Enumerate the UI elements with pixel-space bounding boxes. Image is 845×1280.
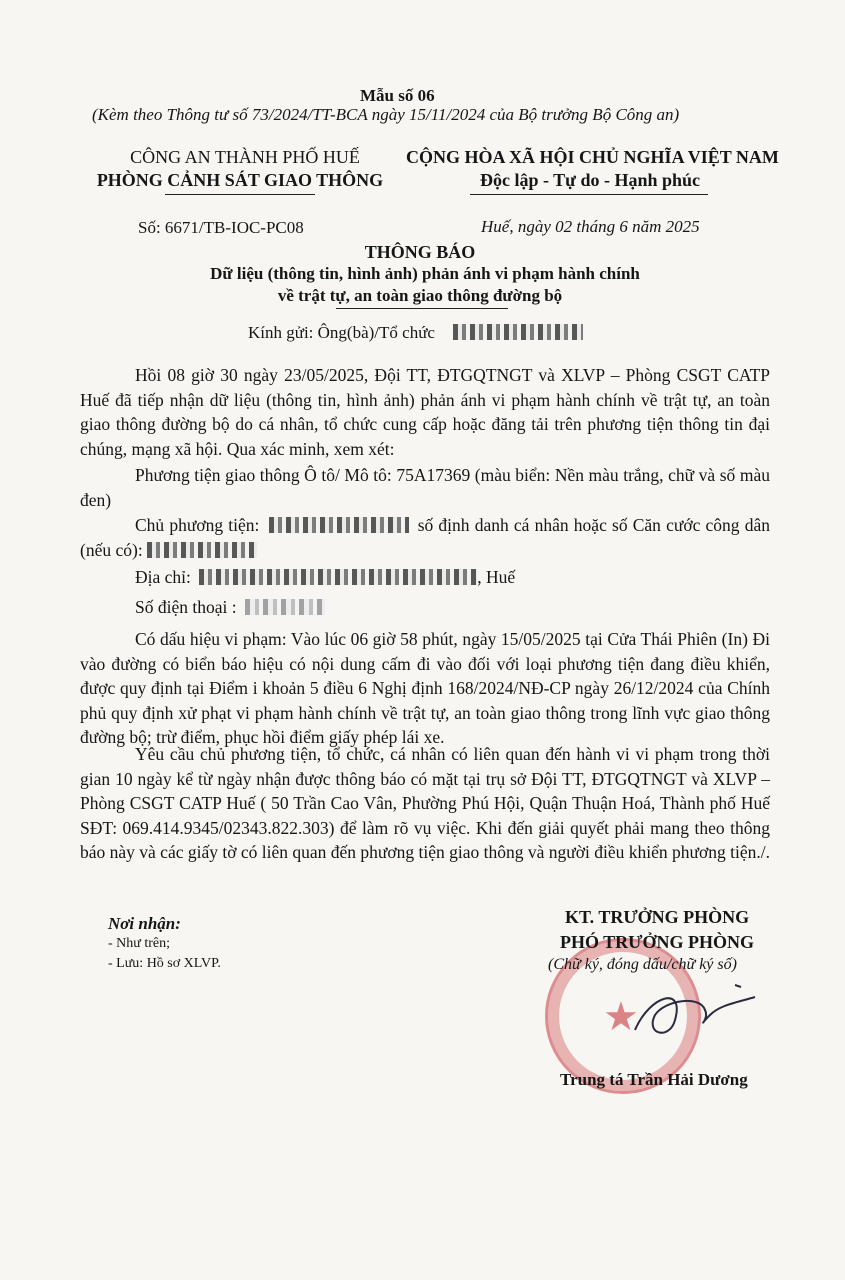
redacted-phone [245, 599, 325, 615]
recipient-item: - Lưu: Hồ sơ XLVP. [108, 956, 221, 971]
redacted-addressee [453, 324, 583, 340]
owner-label: Chủ phương tiện: [135, 515, 260, 535]
paragraph-vehicle [80, 463, 770, 512]
paragraph-receipt [80, 363, 770, 461]
recipients-label: Nơi nhận: [108, 914, 181, 933]
addressee-label: Kính gửi: Ông(bà)/Tổ chức [248, 323, 435, 342]
handwritten-signature [615, 975, 765, 1055]
address-label: Địa chỉ: [135, 567, 191, 587]
agency-line-2: PHÒNG CẢNH SÁT GIAO THÔNG [96, 170, 384, 190]
subtitle-underline [336, 308, 508, 309]
paragraph-receipt-text: Hồi 08 giờ 30 ngày 23/05/2025, Đội TT, ĐTGQTNGT và XLVP – Phòng CSGT CATP Huế đã tiếp nhận dữ liệu (thông tin, hình ảnh) phản ánh vi phạm hành chính về trật tự, an toàn giao thông đường bộ do cá nhân, tổ chức cung cấp hoặc đăng tải trên phương tiện thông tin đại chúng, mạng xã hội. Qua xác minh, xem xét: [80, 365, 770, 459]
nation-line-1: CỘNG HÒA XÃ HỘI CHỦ NGHĨA VIỆT NAM [406, 147, 779, 167]
paragraph-request [80, 742, 770, 865]
nation-line-2: Độc lập - Tự do - Hạnh phúc [479, 170, 701, 190]
document-number: Số: 6671/TB-IOC-PC08 [138, 218, 304, 237]
nation-underline [470, 194, 708, 195]
circular-note: (Kèm theo Thông tư số 73/2024/TT-BCA ngày 15/11/2024 của Bộ trưởng Bộ Công an) [92, 105, 680, 124]
document-title: THÔNG BÁO [364, 242, 476, 262]
paragraph-phone [80, 595, 770, 620]
redacted-id-number [147, 542, 257, 558]
address-suffix: , Huế [477, 567, 516, 587]
paragraph-vehicle-text: Phương tiện giao thông Ô tô/ Mô tô: 75A17369 (màu biển: Nền màu trắng, chữ và số màu đen) [80, 465, 770, 510]
form-number: Mẫu số 06 [360, 86, 435, 105]
signature-role-1: KT. TRƯỞNG PHÒNG [565, 907, 750, 927]
star-icon: ★ [603, 994, 639, 1039]
paragraph-violation-text: Có dấu hiệu vi phạm: Vào lúc 06 giờ 58 phút, ngày 15/05/2025 tại Cửa Thái Phiên (In) Đi vào đường có biển báo hiệu có nội dung cấm đi vào đối với loại phương tiện đang điều khiển, được quy định tại Điểm i khoản 5 điều 6 Nghị định 168/2024/NĐ-CP ngày 26/12/2024 của Chính phủ quy định xử phạt vi phạm hành chính về trật tự, an toàn giao thông trong lĩnh vực giao thông đường bộ; trừ điểm, phục hồi điểm giấy phép lái xe. [80, 629, 770, 747]
agency-line-1: CÔNG AN THÀNH PHỐ HUẾ [130, 147, 360, 167]
owner-suffix: số định danh cá nhân hoặc số Căn cước công dân (nếu có): [80, 515, 770, 560]
paragraph-address [80, 565, 770, 590]
addressee-line [248, 323, 583, 343]
place-date: Huế, ngày 02 tháng 6 năm 2025 [481, 217, 700, 236]
paragraph-owner [80, 513, 770, 562]
signature-note: (Chữ ký, đóng dấu/chữ ký số) [548, 956, 737, 973]
redacted-address [199, 569, 477, 585]
subtitle-line-1: Dữ liệu (thông tin, hình ảnh) phản ánh vi phạm hành chính [210, 264, 640, 283]
phone-label: Số điện thoại : [135, 597, 237, 617]
agency-underline [165, 194, 315, 195]
paragraph-violation [80, 627, 770, 750]
recipient-item: - Như trên; [108, 936, 171, 951]
subtitle-line-2: về trật tự, an toàn giao thông đường bộ [277, 286, 563, 305]
redacted-owner [269, 517, 409, 533]
signer-name: Trung tá Trần Hải Dương [560, 1070, 748, 1089]
signature-role-2: PHÓ TRƯỞNG PHÒNG [560, 932, 755, 952]
paragraph-request-text: Yêu cầu chủ phương tiện, tổ chức, cá nhân có liên quan đến hành vi vi phạm trong thời gian 10 ngày kể từ ngày nhận được thông báo có mặt tại trụ sở Đội TT, ĐTGQTNGT và XLVP – Phòng CSGT CATP Huế ( 50 Trần Cao Vân, Phường Phú Hội, Quận Thuận Hoá, Thành phố Huế SĐT: 069.414.9345/02343.822.303) để làm rõ vụ việc. Khi đến giải quyết phải mang theo thông báo này và các giấy tờ có liên quan đến phương tiện giao thông và người điều khiển phương tiện./. [80, 744, 770, 862]
